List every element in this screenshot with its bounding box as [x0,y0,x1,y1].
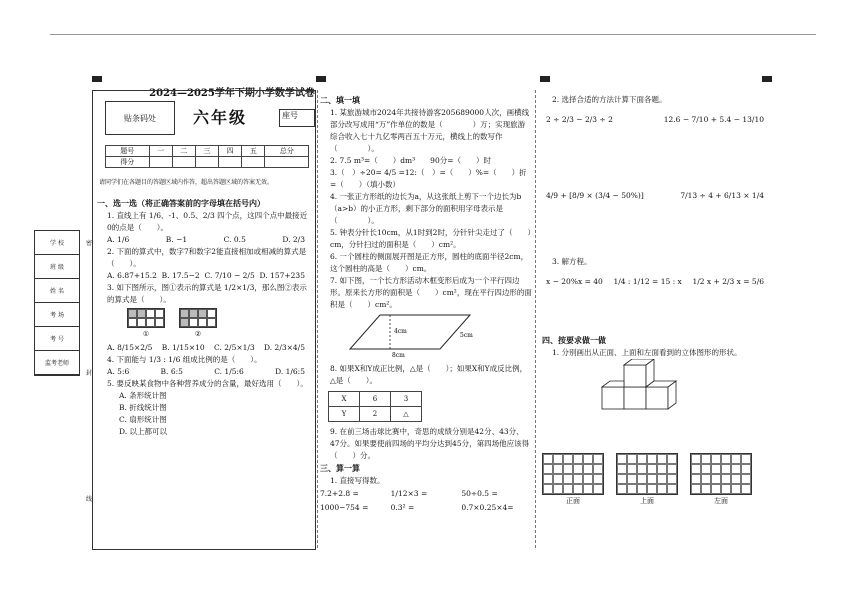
score-cell [219,157,242,168]
column-2 [320,90,532,548]
score-cell [195,157,218,168]
view-label: 上面 [640,497,654,505]
sidebar-field: 考 号 [35,327,79,351]
question-text: 4. 一张正方形纸的边长为a，从这张纸上剪下一个边长为b（a>b）的小正方形，剩下部分的面积用字母表示是（ ）。 [330,192,522,225]
question-text: 9. 在前三场击球比赛中，奇思的成绩分别是42分、43分、47分。如果要使前四场的平均分达到45分，第四场他应该得（ ）分。 [330,427,530,460]
view-grids [542,453,752,507]
column-1 [92,90,316,550]
option: A. 条形统计图 [119,391,167,400]
option: A. 8/15×2/5 [107,343,153,352]
score-cell [172,157,195,168]
question-text: 4. 下面能与 1/3 : 1/6 组成比例的是（ ）。 [107,355,262,364]
alignment-mark [540,76,550,82]
score-header: 五 [242,146,265,157]
score-header: 总分 [265,146,309,157]
fraction-grid-2 [179,308,217,328]
top-rule [50,34,816,35]
alignment-mark [316,76,326,82]
seat-number-box: 座号 [279,109,315,127]
option: C. 2/5×1/3 [214,343,255,352]
oral-calc-grid [320,487,532,515]
seal-word: 封 [86,370,93,377]
question-text: 5. 钟表分针长10cm，从1时到2时，分针针尖走过了（ ）cm，分针扫过的面积是（ ）cm²。 [330,228,532,249]
option: D. 2/3×4/5 [264,343,305,352]
alignment-mark [762,76,772,82]
score-table [105,145,309,168]
part3-calc [542,94,768,507]
option: D. 157+235 [259,271,305,280]
front-view-grid [542,453,604,495]
part1-choice [97,197,311,438]
option: B. 17.5−2 [161,271,200,280]
question-text: 1. 分别画出从正面、上面和左面看到的立体图形的形状。 [552,348,742,357]
question-text: 2. 7.5 m³=（ ）dm³ 90分=（ ）时 [330,156,492,165]
calc-item: 0.7×0.25×4= [461,503,514,512]
option: C. 7/10 − 2/5 [204,271,255,280]
question-text: 2. 选择合适的方法计算下面各题。 [552,95,667,104]
option: A. 6.87+15.2 [107,271,157,280]
view-label: 正面 [566,497,580,505]
equation: 1/4 : 1/12 = 15 : x [613,277,682,286]
xy-cell: 3 [391,392,422,407]
option: B. 1/15×10 [161,343,205,352]
option: B. 6:5 [160,367,183,376]
question-text: 7. 如下图，一个长方形活动木框变形后成为一个平行四边形。原来长方形的面积是（ ）cm²，现在平行四边形的面积是（ ）cm²。 [330,276,532,309]
column-divider [535,90,536,548]
option: A. 5:6 [107,367,130,376]
student-info-sidebar [34,230,80,376]
score-cell [242,157,265,168]
figure-dimension: 4cm [394,328,407,335]
question-text: 6. 一个圆柱的侧面展开图是正方形，圆柱的底面半径2cm，这个圆柱的高是（ ）cm。 [330,252,529,273]
score-header: 一 [149,146,172,157]
seal-word: 密 [86,240,93,247]
question-text: 8. 如果X和Y成正比例，△是（ ）；如果X和Y成反比例，△是（ ）。 [330,364,528,385]
exam-notice: 请同学们在各题目的答题区域内作答，超出答题区域的答案无效。 [99,179,274,186]
calc-item: 1000−754 = [320,503,369,512]
question-text: 3. 解方程。 [552,257,592,266]
sidebar-field: 考 场 [35,303,79,327]
score-cell [265,157,309,168]
cube-solid-figure [592,359,712,417]
section-heading: 三、算一算 [320,463,360,473]
grade-label: 六年级 [193,108,248,127]
figure-label: ② [194,330,202,338]
calc-item: 0.3² = [390,503,415,512]
question-text: 5. 要反映某食物中各种营养成分的含量，最好选用（ ）。 [107,379,308,388]
sidebar-field: 监考老师 [35,351,79,375]
sidebar-field: 姓 名 [35,279,79,303]
calc-expression: 4/9 + [8/9 × (3/4 − 50%)] [546,191,644,200]
option: C. 0.5 [223,235,246,244]
calc-item: 1/12×3 = [390,489,428,498]
seal-word: 线 [86,496,93,503]
option: D. 2/3 [282,235,305,244]
option: D. 1/6:5 [275,367,305,376]
fraction-figures [97,308,311,340]
equation: 1/2 x + 2/3 x = 5/6 [692,277,764,286]
xy-cell: X [329,392,360,407]
option: C. 1/5:6 [214,367,244,376]
option: B. −1 [165,235,188,244]
parallelogram-figure [320,311,520,359]
figure-dimension: 5cm [460,332,473,339]
question-text: 2. 下面的算式中，数字7和数字2能直接相加或相减的算式是（ ）。 [107,247,307,268]
left-view-grid [690,453,752,495]
question-text: 1. 直接写得数。 [330,476,385,485]
calc-expression: 12.6 − 7/10 + 5.4 − 13/10 [663,115,764,124]
figure-dimension: 8cm [392,352,405,359]
question-text: 1. 直线上有 1/6、-1、0.5、2/3 四个点，这四个点中最接近0的点是（ ）。 [107,211,308,232]
section-heading: 二、填一填 [320,95,360,105]
option: D. 以上都可以 [119,427,168,436]
option: C. 扇形统计图 [119,415,167,424]
xy-cell: △ [391,407,422,422]
xy-cell: Y [329,407,360,422]
xy-cell: 6 [360,392,391,407]
question-text: 1. 某旅游城市2024年共接待游客205689000人次，画横线部分改写成用“万”作单位的数是（ ）万；实现旅游综合收入七十九亿零两百五十万元，横线上的数写作（ ）。 [330,108,530,153]
calc-expression: 2 ÷ 2/3 − 2/3 ÷ 2 [546,115,613,124]
section-heading: 四、按要求做一做 [542,335,606,345]
question-text: 3. 如下图所示，图①表示的算式是 1/2×1/3，那么图②表示的算式是（ ）。 [107,283,307,304]
sidebar-field: 学 校 [35,231,79,255]
score-header: 三 [195,146,218,157]
option: A. 1/6 [107,235,130,244]
question-text: 3.（ ）÷20= 4/5 =12:（ ）=（ ）%=（ ）折=（ ）（填小数） [330,168,527,189]
top-view-grid [616,453,678,495]
calc-expression: 7/13 ÷ 4 + 6/13 × 1/4 [680,191,764,200]
exam-paper [92,90,772,550]
score-header: 二 [172,146,195,157]
figure-label: ① [142,330,150,338]
barcode-sticker-area: 贴条码处 [105,101,175,135]
section-heading: 一、选一选（将正确答案前的字母填在括号内） [97,198,265,208]
exam-title: 2024—2025学年下期小学数学试卷 [149,88,315,99]
view-label: 左面 [714,497,728,505]
score-cell [149,157,172,168]
fraction-grid-1 [127,308,165,328]
score-header: 四 [219,146,242,157]
column-divider [317,90,318,548]
equation: x − 20%x = 40 [546,277,603,286]
alignment-mark [92,76,102,82]
score-header: 题号 [106,146,150,157]
part2-fill [320,94,532,515]
calc-item: 50÷0.5 = [461,489,498,498]
sidebar-field: 班 级 [35,255,79,279]
score-row-label: 得分 [106,157,150,168]
calc-item: 7.2+2.8 = [320,489,359,498]
xy-cell: 2 [360,407,391,422]
xy-table [328,391,422,422]
column-3 [538,90,770,548]
option: B. 折线统计图 [119,403,167,412]
